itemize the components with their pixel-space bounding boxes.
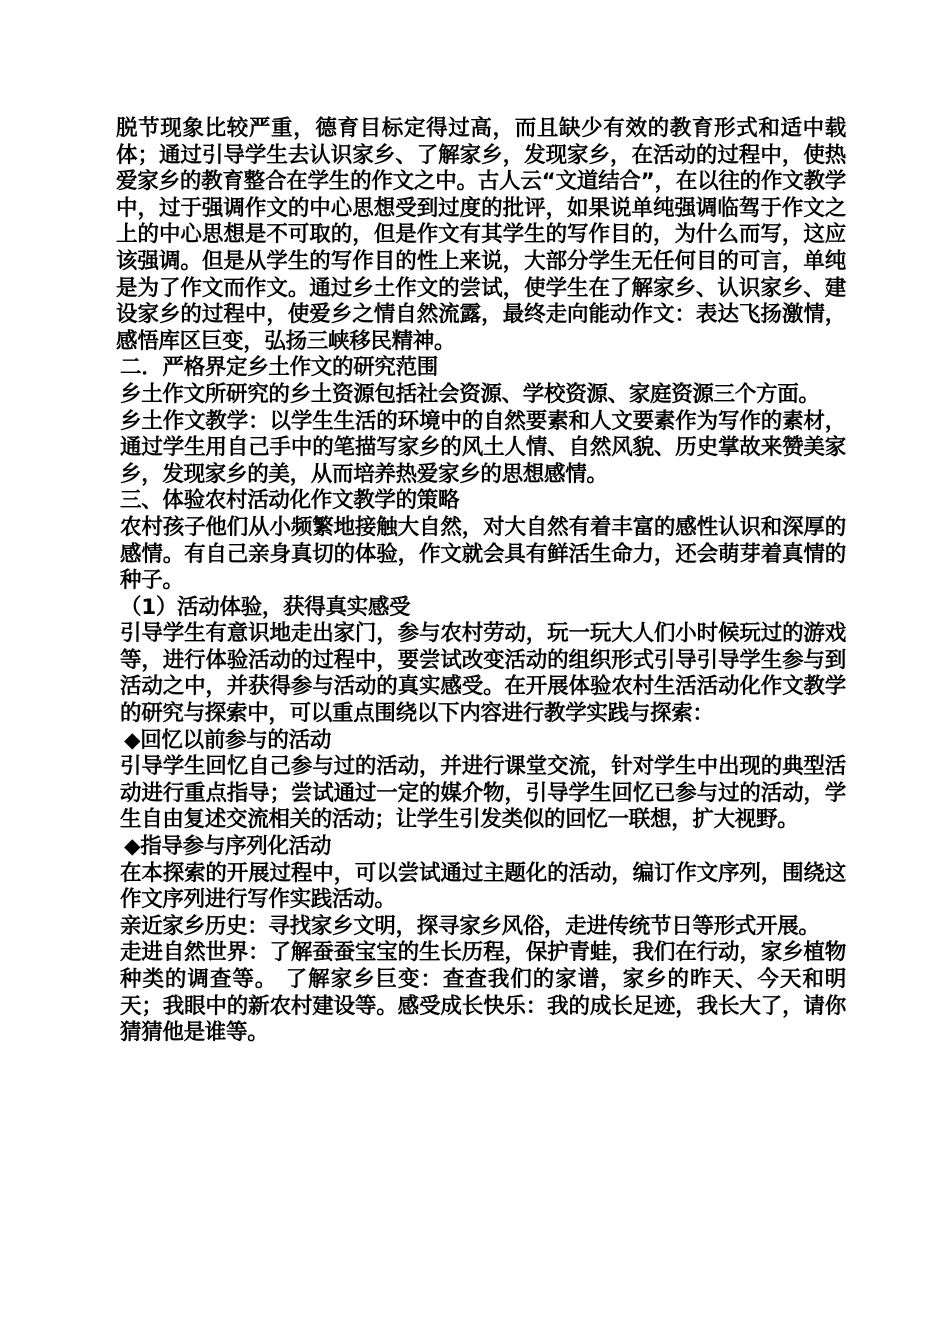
section-heading: 三、体验农村活动化作文教学的策略 bbox=[120, 488, 460, 514]
body-paragraph: 引导学生回忆自己参与过的活动，并进行课堂交流，针对学生中出现的典型活动进行重点指导；尝试通过一定的媒介物，引导学生回忆已参与过的活动，学生自由复述交流相关的活动；让学生引发类似的回忆一联想，扩大视野。 bbox=[120, 754, 846, 833]
body-paragraph: 引导学生有意识地走出家门，参与农村劳动，玩一玩大人们小时候玩过的游戏等，进行体验活动的过程中，要尝试改变活动的组织形式引导引导学生参与到活动之中，并获得参与活动的真实感受。在开展体验农村生活活动化作文教学的研究与探索中，可以重点围绕以下内容进行教学实践与探索： bbox=[120, 621, 846, 727]
bullet-heading: ◆回忆以前参与的活动 bbox=[124, 727, 332, 753]
body-paragraph: 乡土作文所研究的乡土资源包括社会资源、学校资源、家庭资源三个方面。 bbox=[120, 381, 820, 407]
bullet-heading: ◆指导参与序列化活动 bbox=[124, 834, 332, 860]
document-page bbox=[116, 116, 846, 1047]
body-paragraph: 农村孩子他们从小频繁地接触大自然，对大自然有着丰富的感性认识和深厚的感情。有自己亲身真切的体验，作文就会具有鲜活生命力，还会萌芽着真情的种子。 bbox=[120, 514, 846, 594]
body-paragraph: 亲近家乡历史：寻找家乡文明，探寻家乡风俗，走进传统节日等形式开展。 bbox=[120, 913, 820, 939]
section-heading: 二．严格界定乡土作文的研究范围 bbox=[120, 355, 439, 381]
body-paragraph: 走进自然世界：了解蚕蚕宝宝的生长历程，保护青蛙，我们在行动，家乡植物种类的调查等。 了解家乡巨变：查查我们的家谱，家乡的昨天、今天和明天；我眼中的新农村建设等。感受成长快乐：我的成长足迹，我长大了，请你猜猜他是谁等。 bbox=[120, 940, 846, 1046]
body-paragraph: 乡土作文教学：以学生生活的环境中的自然要素和人文要素作为写作的素材，通过学生用自己手中的笔描写家乡的风土人情、自然风貌、历史掌故来赞美家乡，发现家乡的美，从而培养热爱家乡的思想感情。 bbox=[120, 408, 846, 487]
subsection-heading: （1）活动体验，获得真实感受 bbox=[120, 594, 411, 620]
body-paragraph: 脱节现象比较严重，德育目标定得过高，而且缺少有效的教育形式和适中载体；通过引导学生去认识家乡、了解家乡，发现家乡，在活动的过程中，使热爱家乡的教育整合在学生的作文之中。古人云“文道结合”，在以往的作文教学中，过于强调作文的中心思想受到过度的批评，如果说单纯强调临驾于作文之上的中心思想是不可取的，但是作文有其学生的写作目的，为什么而写，这应该强调。但是从学生的写作目的性上来说，大部分学生无任何目的可言，单纯是为了作文而作文。通过乡土作文的尝试，使学生在了解家乡、认识家乡、建设家乡的过程中，使爱乡之情自然流露，最终走向能动作文：表达飞扬激情，感悟库区巨变，弘扬三峡移民精神。 bbox=[116, 116, 846, 354]
body-paragraph: 在本探索的开展过程中，可以尝试通过主题化的活动，编订作文序列，围绕这作文序列进行写作实践活动。 bbox=[120, 860, 846, 913]
